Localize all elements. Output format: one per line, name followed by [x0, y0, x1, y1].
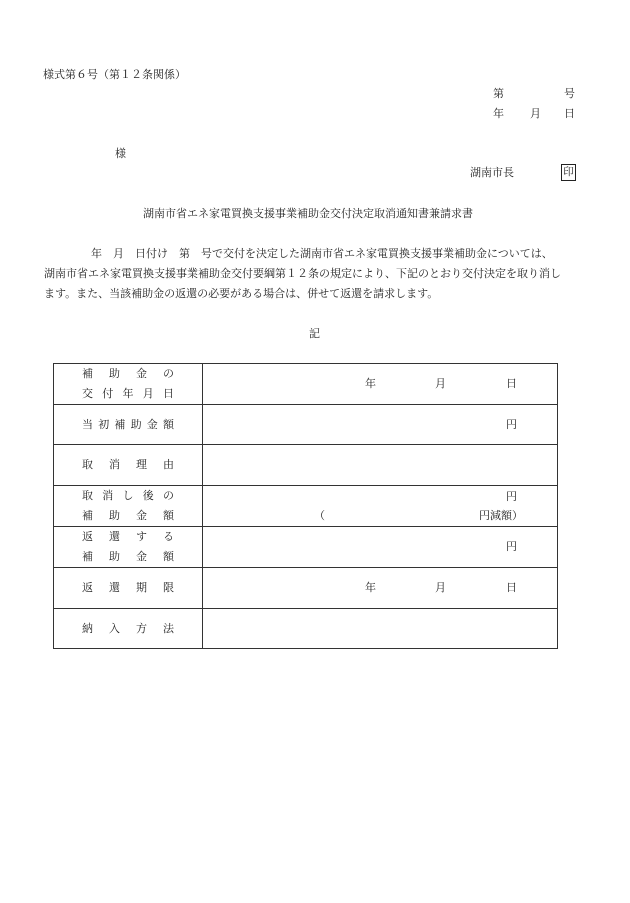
grant-date-day: 日 — [506, 377, 517, 390]
grant-date-month: 月 — [435, 377, 446, 390]
value-grant-date — [203, 364, 558, 405]
label-line: 交 付 年 月 日 — [82, 387, 174, 400]
label-payment-method — [54, 609, 203, 649]
refund-yen: 円 — [506, 540, 517, 553]
label-grant-date — [54, 364, 203, 405]
label-refund-amount — [54, 527, 203, 568]
value-cancel-reason — [203, 445, 558, 486]
label-line: 納 入 方 法 — [82, 621, 174, 635]
label-line: 返 還 期 限 — [82, 581, 174, 594]
date-day: 日 — [564, 107, 575, 120]
row-refund-deadline — [54, 568, 558, 609]
value-refund-deadline — [203, 568, 558, 609]
initial-amount-yen: 円 — [506, 418, 517, 431]
label-line: 補 助 金 の — [82, 367, 174, 380]
deadline-day: 日 — [506, 581, 517, 594]
label-line: 取 消 理 由 — [82, 458, 174, 471]
seal-box: 印 — [561, 164, 576, 181]
deadline-year: 年 — [365, 581, 376, 594]
body-line-2: 湖南市省エネ家電買換支援事業補助金交付要綱第１２条の規定により、下記のとおり交付決定を取り消し — [44, 267, 561, 280]
date-month: 月 — [530, 107, 541, 120]
row-cancel-reason — [54, 445, 558, 486]
reduction-close: 円減額） — [479, 509, 523, 522]
value-payment-method — [203, 609, 558, 649]
label-line: 取 消 し 後 の — [82, 489, 174, 502]
grant-date-year: 年 — [365, 377, 376, 390]
value-post-cancel-amount — [203, 486, 558, 527]
body-line-1: 年 月 日付け 第 号で交付を決定した湖南市省エネ家電買換支援事業補助金については、 — [91, 247, 553, 260]
form-number: 様式第６号（第１２条関係） — [43, 68, 186, 81]
label-post-cancel-amount — [54, 486, 203, 527]
issuer-name: 湖南市長 — [470, 166, 514, 179]
label-line: 補 助 金 額 — [82, 550, 174, 563]
value-initial-amount — [203, 405, 558, 445]
label-initial-amount — [54, 405, 203, 445]
row-payment-method — [54, 609, 558, 649]
deadline-month: 月 — [435, 581, 446, 594]
reduction-open: （ — [314, 509, 325, 522]
subsidy-table — [53, 363, 558, 649]
doc-number-dai: 第 — [493, 87, 504, 100]
label-line: 補 助 金 額 — [82, 509, 174, 522]
body-line-3: ます。また、当該補助金の返還の必要がある場合は、併せて返還を請求します。 — [44, 287, 439, 300]
row-post-cancel-amount — [54, 486, 558, 527]
label-line: 返 還 す る — [82, 530, 174, 543]
date-year: 年 — [493, 107, 504, 120]
document-title: 湖南市省エネ家電買換支援事業補助金交付決定取消通知書兼請求書 — [143, 207, 473, 220]
row-refund-amount — [54, 527, 558, 568]
label-line: 当 初 補 助 金 額 — [82, 417, 174, 431]
row-grant-date — [54, 364, 558, 405]
ki-heading: 記 — [309, 327, 320, 340]
row-initial-amount — [54, 405, 558, 445]
value-refund-amount — [203, 527, 558, 568]
addressee-suffix: 様 — [115, 147, 126, 160]
post-cancel-yen: 円 — [506, 490, 517, 503]
label-cancel-reason — [54, 445, 203, 486]
doc-number-go: 号 — [564, 87, 575, 100]
label-refund-deadline — [54, 568, 203, 609]
